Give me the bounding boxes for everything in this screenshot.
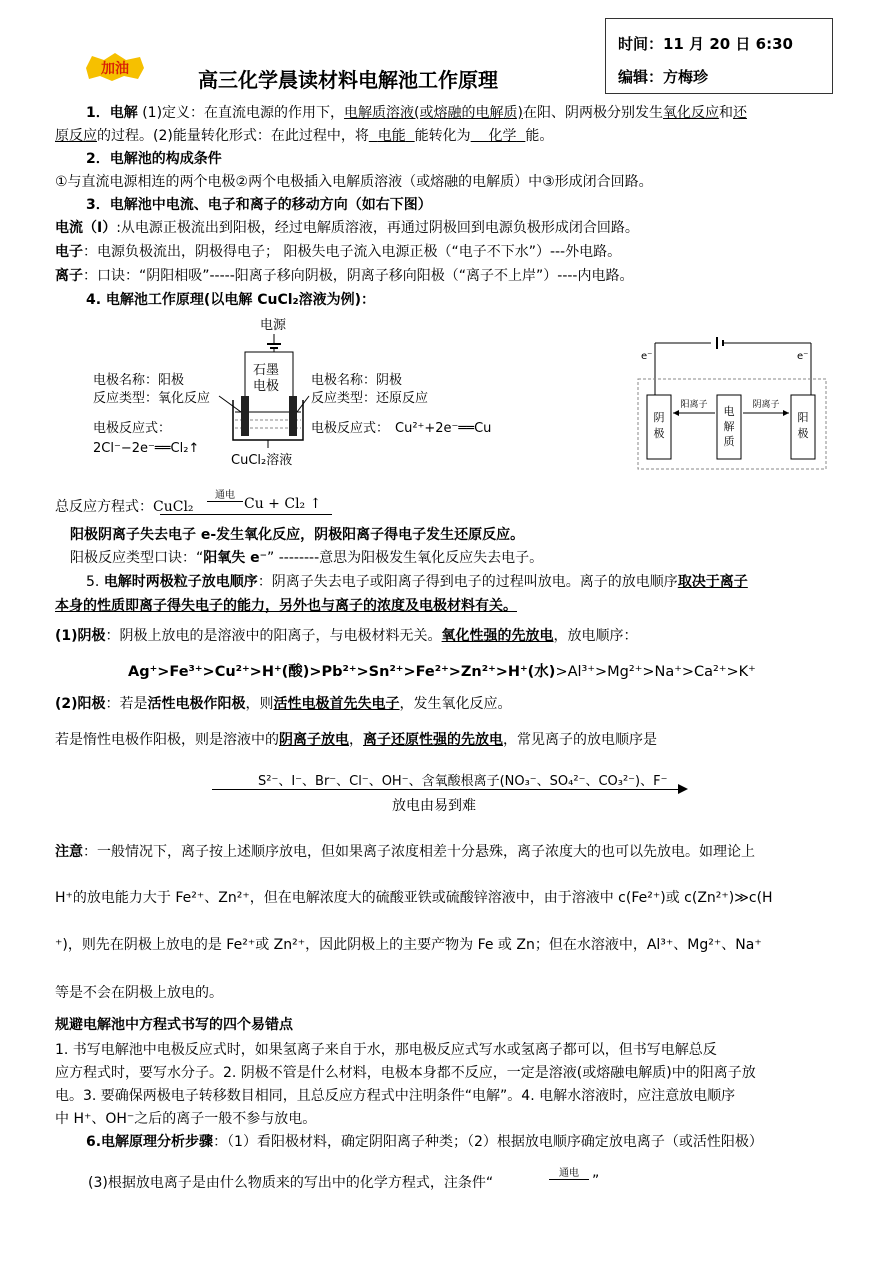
time-label: 时间：11 月 20 日 6:30 — [618, 35, 793, 53]
anode-electrode — [241, 396, 249, 436]
anode-b2: 活性电极首先失电子 — [273, 696, 400, 712]
power-label: 电源 — [260, 318, 287, 333]
errors-l1: 1. 书写电解池中电极反应式时，如果氢离子来自于水，那电极反应式写水或氢离子都可以，但书写电解总反 — [55, 1042, 717, 1058]
total-right: Cu + Cl₂ ↑ — [244, 496, 322, 512]
cathode-bold: 氧化性强的先放电 — [441, 628, 554, 644]
anode-b3: 阴离子放电 — [279, 732, 349, 748]
s3-ion-label: 离子 — [55, 268, 83, 284]
anode-char-1: 阳 — [797, 411, 809, 424]
logo-text: 加油 — [101, 61, 129, 77]
s1-blank2-text: 化学 — [488, 128, 517, 144]
cathode-order — [128, 660, 756, 681]
cathode-electrode — [289, 396, 297, 436]
s1-head: 1．电解 — [86, 105, 138, 121]
anode-t1: ：若是 — [105, 696, 148, 712]
note-line3: ⁺)，则先在阴极上放电的是 Fe²⁺或 Zn²⁺，因此阴极上的主要产物为 Fe 或 Zn；但在水溶液中，Al³⁺、Mg²⁺、Na⁺ — [55, 937, 762, 953]
note-line2: H⁺的放电能力大于 Fe²⁺、Zn²⁺，但在电解浓度大的硫酸亚铁或硫酸锌溶液中，由于溶液中 c(Fe²⁺)或 c(Zn²⁺)≫c(H — [55, 890, 773, 906]
note-l1: ：一般情况下，离子按上述顺序放电，但如果离子浓度相差十分悬殊，离子浓度大的也可以先放电。如理论上 — [83, 844, 755, 860]
cathode-name: 电极名称：阴极 — [311, 373, 403, 388]
s3-current-text: :从电源正极流出到阳极，经过电解质溶液，再通过阴极回到电源负极形成闭合回路。 — [116, 220, 639, 236]
anode-eq-label: 电极反应式： — [93, 421, 172, 436]
s6-line1 — [86, 1132, 763, 1152]
errors-l2: 应方程式时，要写水分子。2. 阴极不管是什么材料，电极本身都不反应，一定是溶液(或熔融电解质)中的阳离子放 — [55, 1065, 756, 1081]
cathode-eq-label: 电极反应式： — [311, 421, 390, 436]
cathode-text: ：阴极上放电的是溶液中的阳离子，与电极材料无关。 — [105, 628, 442, 644]
s1-text-b2: 能转化为 — [414, 128, 471, 144]
s6-l2: (3)根据放电离子是由什么物质来的写出中的化学方程式，注条件“ — [88, 1175, 494, 1191]
cathode-char-2: 极 — [653, 427, 665, 440]
s1-text-b3: 能。 — [525, 128, 554, 144]
s1-text-a3: 和 — [718, 105, 733, 121]
logo-burst-icon — [82, 52, 148, 82]
cathode-order-bold: Ag⁺>Fe³⁺>Cu²⁺>H⁺(酸)>Pb²⁺>Sn²⁺>Fe²⁺>Zn²⁺>H⁺(水) — [128, 664, 556, 680]
rule1: 阳极阴离子失去电子 e-发生氧化反应，阴极阳离子得电子发生还原反应。 — [70, 527, 525, 543]
order-arrow-label: 放电由易到难 — [392, 798, 476, 814]
s1-line1 — [86, 103, 747, 123]
anode-b4: 离子还原性强的先放电 — [363, 732, 503, 748]
s1-text-b: 的过程。(2)能量转化形式：在此过程中，将 — [97, 128, 369, 144]
s3-ion — [55, 266, 633, 286]
s5-line2: 本身的性质即离子得失电子的能力，另外也与离子的浓度及电极材料有关。 — [55, 598, 517, 614]
anode-pointer — [219, 396, 241, 412]
anode-t4: 若是惰性电极作阳极，则是溶液中的 — [55, 732, 279, 748]
anode-eq: 2Cl⁻−2e⁻══Cl₂↑ — [93, 441, 200, 456]
s6-l1: ：（1）看阳极材料，确定阴阳离子种类；（2）根据放电顺序确定放电离子（或活性阳极） — [213, 1134, 763, 1150]
cathode-order-rest: >Al³⁺>Mg²⁺>Na⁺>Ca²⁺>K⁺ — [555, 664, 756, 680]
s2-head: 2．电解池的构成条件 — [86, 151, 222, 167]
s5-bold: 取决于离子 — [677, 574, 748, 590]
anode-head: (2)阳极 — [55, 696, 106, 712]
note-line4: 等是不会在阴极上放电的。 — [55, 985, 223, 1001]
s3-current — [55, 218, 639, 238]
anode-b1: 活性电极作阳极 — [147, 696, 246, 712]
s1-blank1-text: 电能 — [377, 128, 406, 144]
anode-line2 — [55, 730, 657, 750]
note-line1 — [55, 842, 755, 862]
cathode-eq: Cu²⁺+2e⁻══Cu — [395, 421, 492, 436]
errors-l3: 电。3. 要确保两极电子转移数目相同，且总反应方程式中注明条件“电解”。4. 电解水溶液时，应注意放电顺序 — [55, 1088, 736, 1104]
ion-flow-diagram — [635, 335, 831, 473]
cathode-type: 反应类型：还原反应 — [311, 391, 429, 406]
anode-t3: ，发生氧化反应。 — [399, 696, 512, 712]
s1-blank2 — [471, 128, 526, 144]
s3-ion-text: ：口诀：“阴阳相吸”-----阳离子移向阴极，阴离子移向阳极（“离子不上岸”）----内电路。 — [83, 268, 634, 284]
s1-blank1 — [369, 128, 415, 144]
order-arrowhead-icon — [678, 784, 688, 794]
electron-right-label: e⁻ — [797, 351, 809, 362]
solution-label: CuCl₂溶液 — [231, 453, 293, 468]
anion-arrowhead — [783, 410, 789, 416]
s3-electron — [55, 242, 621, 262]
s6-line2 — [88, 1173, 493, 1193]
s6-head: 6.电解原理分析步骤 — [86, 1134, 214, 1150]
electrolyte-char-2: 解 — [723, 420, 735, 433]
cathode-line — [55, 626, 638, 646]
s1-underline-a: 电解质溶液(或熔融的电解质) — [344, 105, 523, 121]
s1-line2 — [55, 126, 553, 146]
anode-t6: ，常见离子的放电顺序是 — [503, 732, 657, 748]
rule2-b: 阳氧失 e⁻ — [203, 550, 268, 566]
logo — [82, 52, 148, 82]
electrolyte-char-1: 电 — [723, 405, 735, 418]
s3-head: 3．电解池中电流、电子和离子的移动方向（如右下图） — [86, 197, 432, 213]
electrolyte-char-3: 质 — [723, 435, 735, 448]
s4-head: 4. 电解池工作原理(以电解 CuCl₂溶液为例)： — [86, 292, 376, 308]
info-box — [605, 18, 833, 94]
total-condition: 通电 — [207, 486, 243, 502]
rule2 — [70, 548, 543, 568]
s6-condition: 通电 — [549, 1164, 589, 1180]
errors-l4: 中 H⁺、OH⁻之后的离子一般不参与放电。 — [55, 1111, 317, 1127]
anode-char-2: 极 — [797, 427, 809, 440]
s1-underline-a2: 氧化反应 — [662, 105, 719, 121]
s5-num: 5. — [86, 574, 104, 590]
cation-label: 阳离子 — [680, 400, 708, 410]
cation-arrowhead — [673, 410, 679, 416]
s2-line: ①与直流电源相连的两个电极②两个电极插入电解质溶液（或熔融的电解质）中③形成闭合回路。 — [55, 174, 653, 190]
total-equation — [55, 496, 194, 516]
rule2-a: 阳极反应类型口诀：“ — [70, 550, 204, 566]
anion-order: S²⁻、I⁻、Br⁻、Cl⁻、OH⁻、含氧酸根离子(NO₃⁻、SO₄²⁻、CO₃²⁻)、F⁻ — [258, 774, 668, 789]
anode-type: 反应类型：氧化反应 — [93, 391, 211, 406]
cathode-char-1: 阴 — [653, 411, 665, 424]
electrolysis-cell-diagram — [85, 312, 505, 472]
order-arrow — [212, 789, 680, 790]
page-title: 高三化学晨读材料电解池工作原理 — [198, 68, 498, 92]
s1-underline-a3: 还 — [732, 105, 747, 121]
total-left: CuCl₂ — [153, 499, 194, 515]
rule2-c: ” --------意思为阳极发生氧化反应失去电子。 — [267, 550, 544, 566]
cathode-head: (1)阴极 — [55, 628, 106, 644]
s3-electron-text: ：电源负极流出，阴极得电子； 阳极失电子流入电源正极（“电子不下水”）---外电路。 — [83, 244, 622, 260]
s5-head: 电解时两极粒子放电顺序 — [103, 574, 258, 590]
anode-line1 — [55, 694, 512, 714]
s1-underline-b: 原反应 — [55, 128, 97, 144]
graphite-label-2: 电极 — [253, 379, 280, 394]
total-underline — [160, 514, 332, 515]
total-label: 总反应方程式： — [55, 499, 153, 515]
editor-label: 编辑：方梅珍 — [618, 68, 709, 86]
graphite-label-1: 石墨 — [253, 363, 280, 378]
s3-electron-label: 电子 — [55, 244, 83, 260]
s6-end: ” — [592, 1173, 600, 1189]
anode-t2: ，则 — [245, 696, 274, 712]
s5-line1 — [86, 572, 748, 592]
s1-text-a: (1)定义：在直流电源的作用下， — [142, 105, 345, 121]
anode-name: 电极名称：阳极 — [93, 373, 185, 388]
s5-text: ：阴离子失去电子或阳离子得到电子的过程叫放电。离子的放电顺序 — [257, 574, 678, 590]
note-label: 注意 — [55, 844, 83, 860]
errors-head: 规避电解池中方程式书写的四个易错点 — [55, 1017, 293, 1033]
s1-text-a2: 在阳、阴两极分别发生 — [522, 105, 663, 121]
electron-left-label: e⁻ — [641, 351, 653, 362]
cathode-text2: ，放电顺序： — [553, 628, 638, 644]
s3-current-label: 电流（I） — [55, 220, 117, 236]
anion-label: 阴离子 — [752, 400, 780, 410]
anode-t5: ， — [349, 732, 363, 748]
